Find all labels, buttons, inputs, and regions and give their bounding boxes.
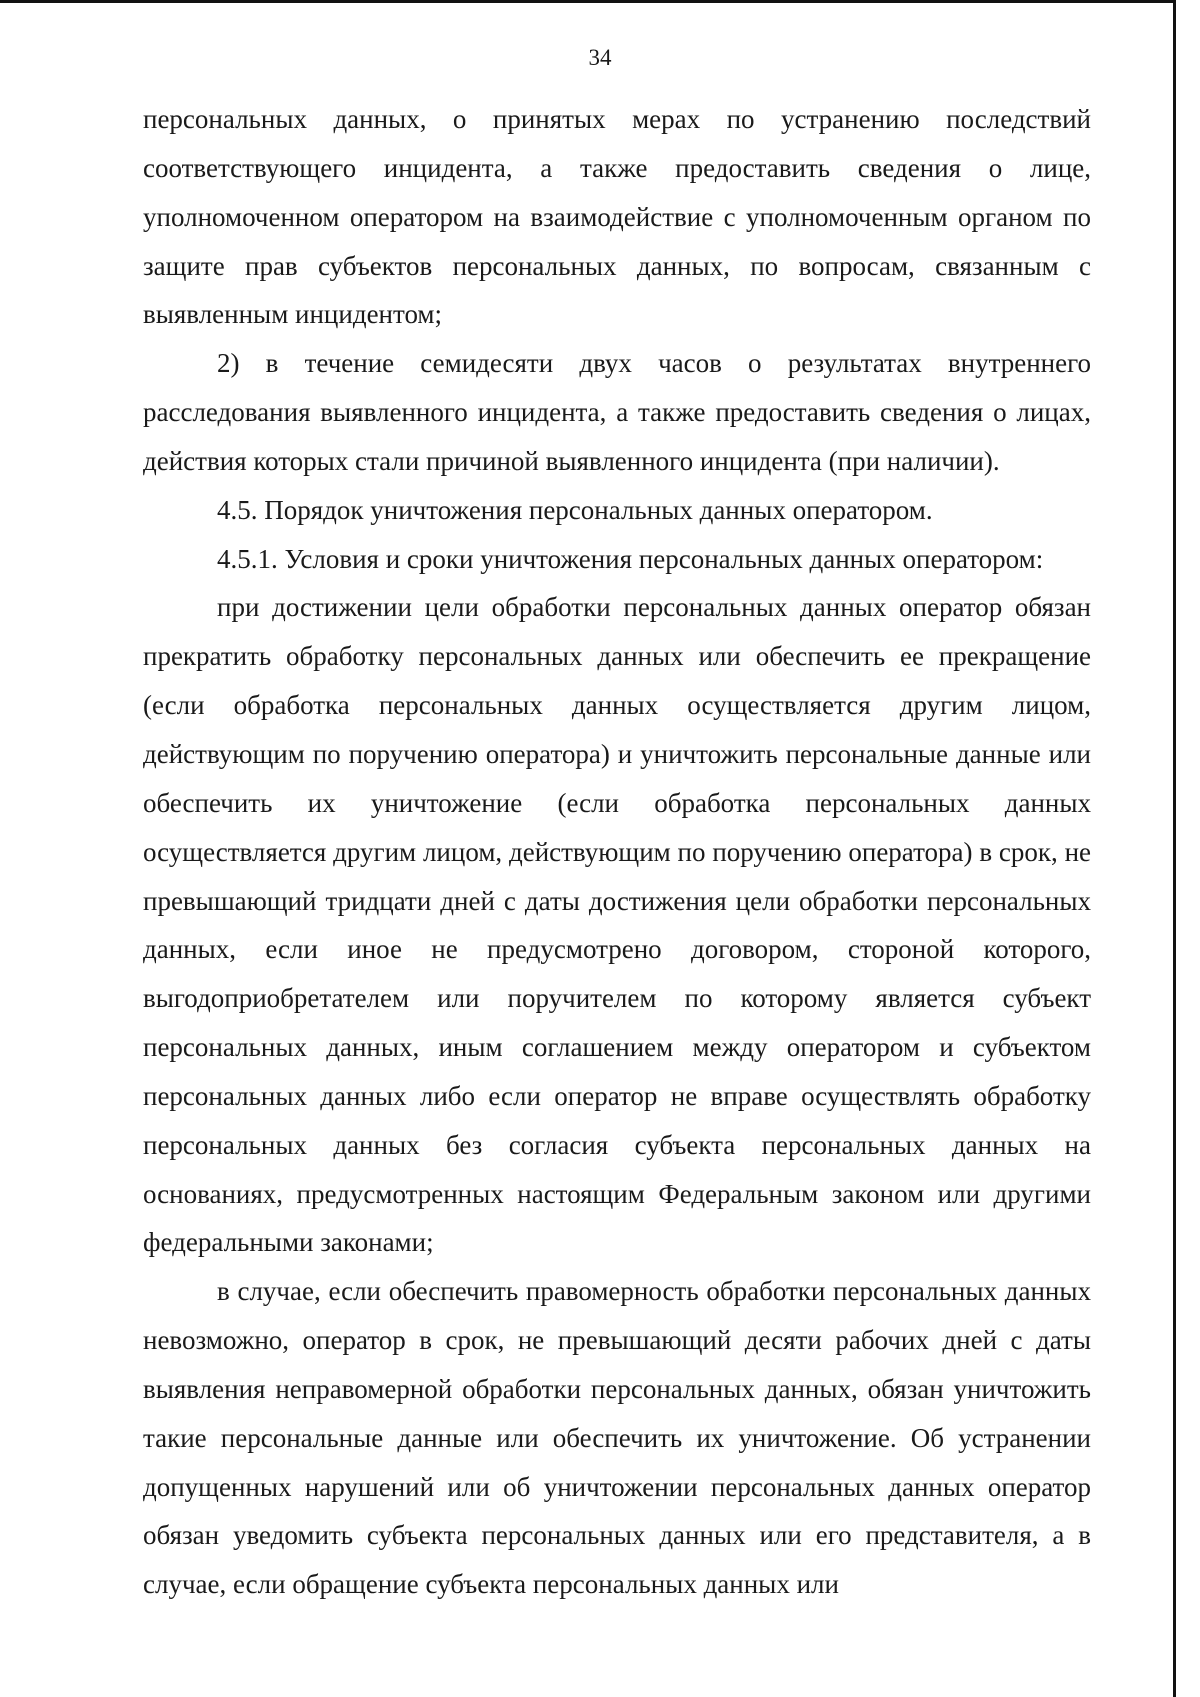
- section-heading-4-5-1: 4.5.1. Условия и сроки уничтожения персональных данных оператором:: [217, 543, 1044, 574]
- document-body: [143, 95, 1091, 1609]
- page-frame-right-border: [1173, 0, 1176, 1697]
- paragraph-unlawful-processing: в случае, если обеспечить правомерность обработки персональных данных невозможно, оператор в срок, не превышающий десяти рабочих дней с даты выявления неправомерной обработки персональных данных, обязан уничтожить такие персональные данные или обеспечить их уничтожение. Об устранении допущенных нарушений или об уничтожении персональных данных оператор обязан уведомить субъекта персональных данных или его представителя, а в случае, если обращение субъекта персональных данных или: [143, 1276, 1091, 1600]
- paragraph-item-2: 2) в течение семидесяти двух часов о результатах внутреннего расследования выявленного инцидента, а также предоставить сведения о лицах, действия которых стали причиной выявленного инцидента (при наличии).: [143, 348, 1091, 476]
- section-heading-4-5: 4.5. Порядок уничтожения персональных данных оператором.: [217, 494, 933, 525]
- paragraph-purpose-achieved: при достижении цели обработки персональных данных оператор обязан прекратить обработку персональных данных или обеспечить ее прекращение (если обработка персональных данных осуществляется другим лицом, действующим по поручению оператора) и уничтожить персональные данные или обеспечить их уничтожение (если обработка персональных данных осуществляется другим лицом, действующим по поручению оператора) в срок, не превышающий тридцати дней с даты достижения цели обработки персональных данных, если иное не предусмотрено договором, стороной которого, выгодоприобретателем или поручителем по которому является субъект персональных данных, иным соглашением между оператором и субъектом персональных данных либо если оператор не вправе осуществлять обработку персональных данных без согласия субъекта персональных данных на основаниях, предусмотренных настоящим Федеральным законом или другими федеральными законами;: [143, 592, 1091, 1258]
- page-frame-top-border: [0, 0, 1176, 3]
- paragraph-continuation: персональных данных, о принятых мерах по устранению последствий соответствующего инцидента, а также предоставить сведения о лице, уполномоченном оператором на взаимодействие с уполномоченным органом по защите прав субъектов персональных данных, по вопросам, связанным с выявленным инцидентом;: [143, 104, 1091, 330]
- page-number: 34: [588, 45, 612, 70]
